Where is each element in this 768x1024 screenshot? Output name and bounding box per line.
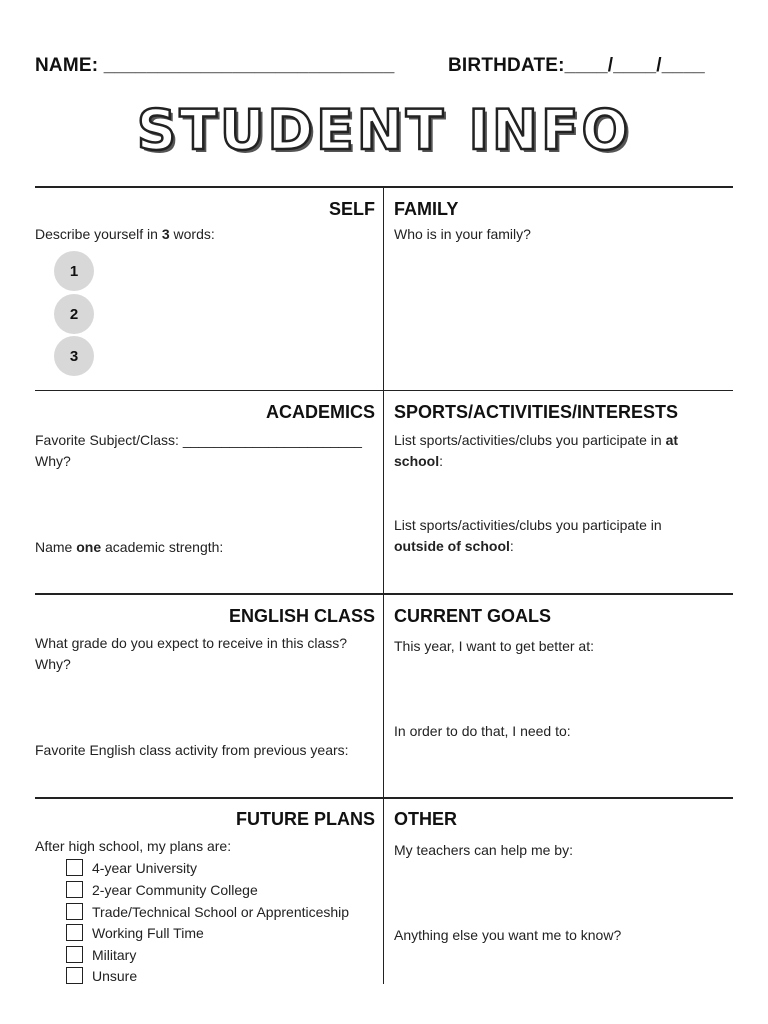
other-heading: OTHER (394, 809, 457, 829)
better-at-prompt: This year, I want to get better at: (394, 638, 594, 654)
plan-option[interactable] (66, 965, 137, 986)
section-divider (35, 593, 733, 595)
name-field-label: NAME: ___________________________ (35, 55, 395, 76)
plan-option-label: Military (92, 946, 137, 963)
page-title: STUDENT INFO (136, 98, 632, 162)
section-divider (35, 186, 733, 188)
word-number-circle: 1 (54, 251, 94, 291)
checkbox[interactable] (66, 967, 83, 984)
plan-option[interactable] (66, 879, 258, 900)
favorite-activity-prompt: Favorite English class activity from previous years: (35, 742, 349, 758)
favorite-subject-prompt: Favorite Subject/Class: _______________________ (35, 432, 362, 448)
current-goals-heading: CURRENT GOALS (394, 606, 551, 626)
english-class-heading: ENGLISH CLASS (228, 606, 375, 626)
future-plans-prompt: After high school, my plans are: (35, 838, 232, 854)
self-heading: SELF (328, 199, 375, 219)
self-prompt: Describe yourself in 3 words: (35, 226, 215, 242)
plan-option-label: Unsure (92, 967, 138, 984)
birthdate-field-label: BIRTHDATE:____/____/____ (448, 55, 705, 76)
favorite-subject-why: Why? (35, 453, 71, 469)
need-to-prompt: In order to do that, I need to: (394, 723, 571, 739)
plan-option[interactable] (66, 901, 349, 922)
column-divider (383, 187, 384, 984)
section-divider (35, 797, 733, 799)
plan-option-label: 2-year Community College (92, 881, 258, 898)
expected-grade-why: Why? (35, 656, 71, 672)
checkbox[interactable] (66, 859, 83, 876)
checkbox[interactable] (66, 924, 83, 941)
academics-heading: ACADEMICS (265, 402, 375, 422)
plan-option-label: Working Full Time (92, 924, 204, 941)
sports-at-school-prompt: List sports/activities/clubs you participate in at school: (394, 432, 679, 469)
plan-option[interactable] (66, 922, 204, 943)
word-number-circle: 3 (54, 336, 94, 376)
plan-option-label: Trade/Technical School or Apprenticeship (92, 903, 350, 920)
checkbox[interactable] (66, 946, 83, 963)
future-plans-heading: FUTURE PLANS (236, 809, 375, 829)
sports-outside-school-prompt: List sports/activities/clubs you participate in outside of school: (394, 517, 662, 554)
plan-option[interactable] (66, 857, 197, 878)
family-prompt: Who is in your family? (394, 226, 531, 242)
academic-strength-prompt: Name one academic strength: (35, 539, 224, 555)
anything-else-prompt: Anything else you want me to know? (394, 927, 622, 943)
section-divider (35, 390, 733, 391)
plan-option-label: 4-year University (92, 859, 198, 876)
teachers-help-prompt: My teachers can help me by: (394, 842, 573, 858)
sports-heading: SPORTS/ACTIVITIES/INTERESTS (394, 402, 679, 422)
word-number-circle: 2 (54, 294, 94, 334)
expected-grade-prompt: What grade do you expect to receive in this class? (35, 635, 348, 651)
checkbox[interactable] (66, 903, 83, 920)
checkbox[interactable] (66, 881, 83, 898)
plan-option[interactable] (66, 944, 136, 965)
family-heading: FAMILY (394, 199, 459, 219)
